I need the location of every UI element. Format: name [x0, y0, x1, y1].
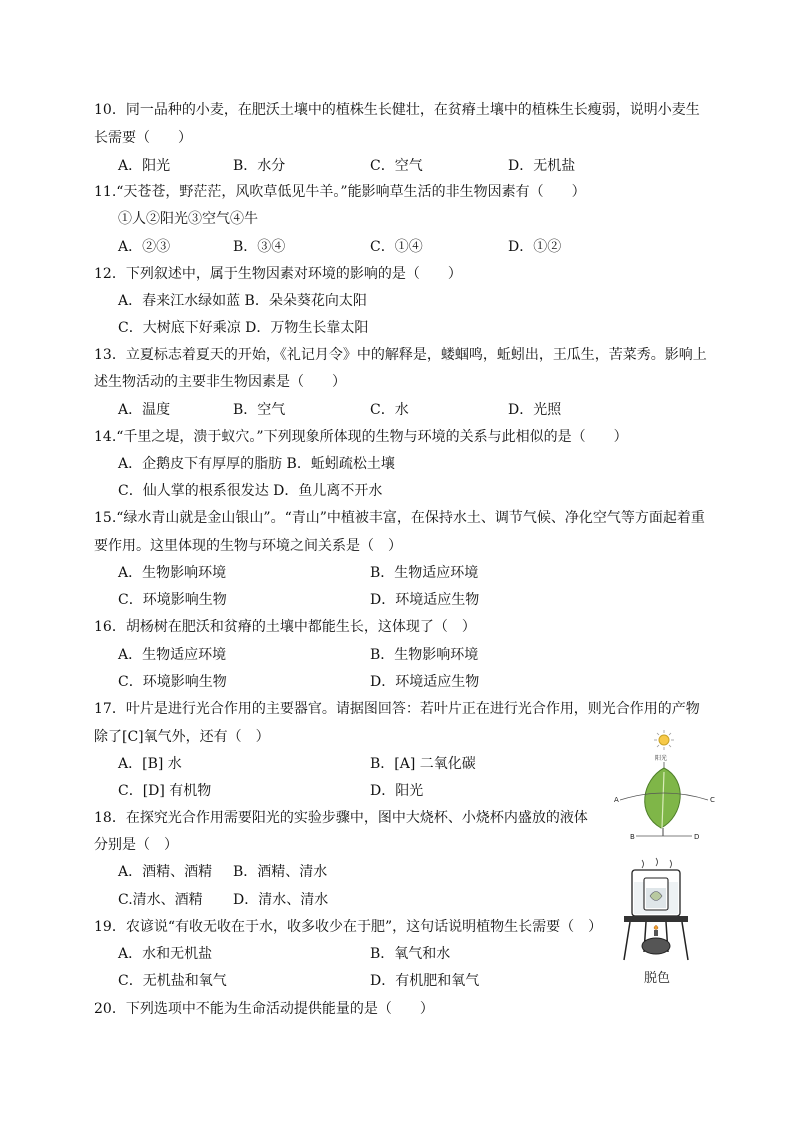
label-a: A	[614, 796, 619, 804]
q18-stem-line1: 18．在探究光合作用需要阳光的实验步骤中，图中大烧杯、小烧杯内盛放的液体	[94, 810, 588, 826]
q13-option-c: C．水	[370, 402, 409, 418]
q15-option-d: D．环境适应生物	[370, 592, 480, 608]
q19-option-d: D．有机肥和氧气	[370, 973, 480, 989]
q19-stem: 19．农谚说“有收无收在于水，收多收少在于肥”，这句话说明植物生长需要（ ）	[94, 919, 603, 935]
q17-option-c: C．[D] 有机物	[118, 783, 212, 799]
q17-option-a: A．[B] 水	[118, 756, 182, 772]
sun-icon	[654, 730, 674, 750]
beaker-apparatus	[616, 856, 696, 988]
q14-options-cd: C．仙人掌的根系很发达 D．鱼儿离不开水	[118, 483, 383, 499]
decolor-caption: 脱色	[644, 971, 671, 986]
q16-option-b: B．生物影响环境	[370, 647, 479, 663]
q15-option-b: B．生物适应环境	[370, 565, 479, 581]
q16-option-a: A．生物适应环境	[118, 647, 227, 663]
q11-option-c: C．①④	[370, 239, 423, 255]
q11-option-a: A．②③	[118, 239, 171, 255]
steam-icon	[642, 858, 672, 868]
label-b: B	[630, 833, 635, 841]
q15-stem-line2: 要作用。这里体现的生物与环境之间关系是（ ）	[94, 538, 402, 554]
q18-option-a: A．酒精、酒精	[118, 864, 213, 880]
q18-option-c: C.清水、酒精	[118, 892, 203, 908]
q13-option-a: A．温度	[118, 402, 171, 418]
q15-stem-line1: 15.“绿水青山就是金山银山”。“青山”中植被丰富，在保持水土、调节气候、净化空气等方面起着重	[94, 510, 705, 526]
q13-stem-line1: 13．立夏标志着夏天的开始，《礼记月令》中的解释是，蝼蝈鸣，蚯蚓出，王瓜生，苦菜秀。影响上	[94, 347, 707, 363]
q19-option-b: B．氧气和水	[370, 946, 451, 962]
q15-option-a: A．生物影响环境	[118, 565, 227, 581]
label-d: D	[694, 833, 700, 841]
q17-option-d: D．阳光	[370, 783, 424, 799]
q16-option-d: D．环境适应生物	[370, 674, 480, 690]
q17-stem-line1: 17．叶片是进行光合作用的主要器官。请据图回答：若叶片正在进行光合作用，则光合作用的产物	[94, 701, 700, 717]
q11-stem-line1: 11.“天苍苍，野茫茫，风吹草低见牛羊。”能影响草生活的非生物因素有（ ）	[94, 184, 586, 200]
q19-option-a: A．水和无机盐	[118, 946, 213, 962]
q11-stem-line2: ①人②阳光③空气④牛	[118, 211, 258, 227]
leaf-diagram	[606, 728, 718, 844]
q10-option-a: A．阳光	[118, 158, 171, 174]
q12-options-cd: C．大树底下好乘凉 D．万物生长靠太阳	[118, 320, 369, 336]
q10-stem-line1: 10．同一品种的小麦，在肥沃土壤中的植株生长健壮，在贫瘠土壤中的植株生长瘦弱，说明小麦生	[94, 102, 700, 118]
sun-label: 阳光	[655, 755, 668, 762]
q10-option-c: C．空气	[370, 158, 423, 174]
q15-option-c: C．环境影响生物	[118, 592, 227, 608]
q18-option-b: B．酒精、清水	[233, 864, 328, 880]
q18-option-d: D．清水、清水	[233, 892, 329, 908]
label-c: C	[710, 796, 715, 804]
q13-option-b: B．空气	[233, 402, 286, 418]
q18-stem-line2: 分别是（ ）	[94, 837, 178, 853]
q14-options-ab: A．企鹅皮下有厚厚的脂肪 B．蚯蚓疏松土壤	[118, 456, 395, 472]
q20-stem: 20．下列选项中不能为生命活动提供能量的是（ ）	[94, 1001, 434, 1017]
q10-option-b: B．水分	[233, 158, 286, 174]
q17-option-b: B．[A] 二氧化碳	[370, 756, 476, 772]
q14-stem: 14.“千里之堤，溃于蚁穴。”下列现象所体现的生物与环境的关系与此相似的是（ ）	[94, 429, 628, 445]
q11-option-b: B．③④	[233, 239, 286, 255]
small-beaker	[644, 878, 668, 910]
q17-stem-line2: 除了[C]氧气外，还有（ ）	[94, 729, 270, 745]
q10-stem-line2: 长需要（ ）	[94, 130, 192, 146]
q16-option-c: C．环境影响生物	[118, 674, 227, 690]
q16-stem: 16．胡杨树在肥沃和贫瘠的土壤中都能生长，这体现了（ ）	[94, 619, 476, 635]
q11-option-d: D．①②	[508, 239, 562, 255]
q13-option-d: D．光照	[508, 402, 562, 418]
q12-options-ab: A．春来江水绿如蓝 B．朵朵葵花向太阳	[118, 293, 367, 309]
q13-stem-line2: 述生物活动的主要非生物因素是（ ）	[94, 374, 346, 390]
q12-stem: 12．下列叙述中，属于生物因素对环境的影响的是（ ）	[94, 266, 462, 282]
q10-option-d: D．无机盐	[508, 158, 576, 174]
q19-option-c: C．无机盐和氧气	[118, 973, 227, 989]
